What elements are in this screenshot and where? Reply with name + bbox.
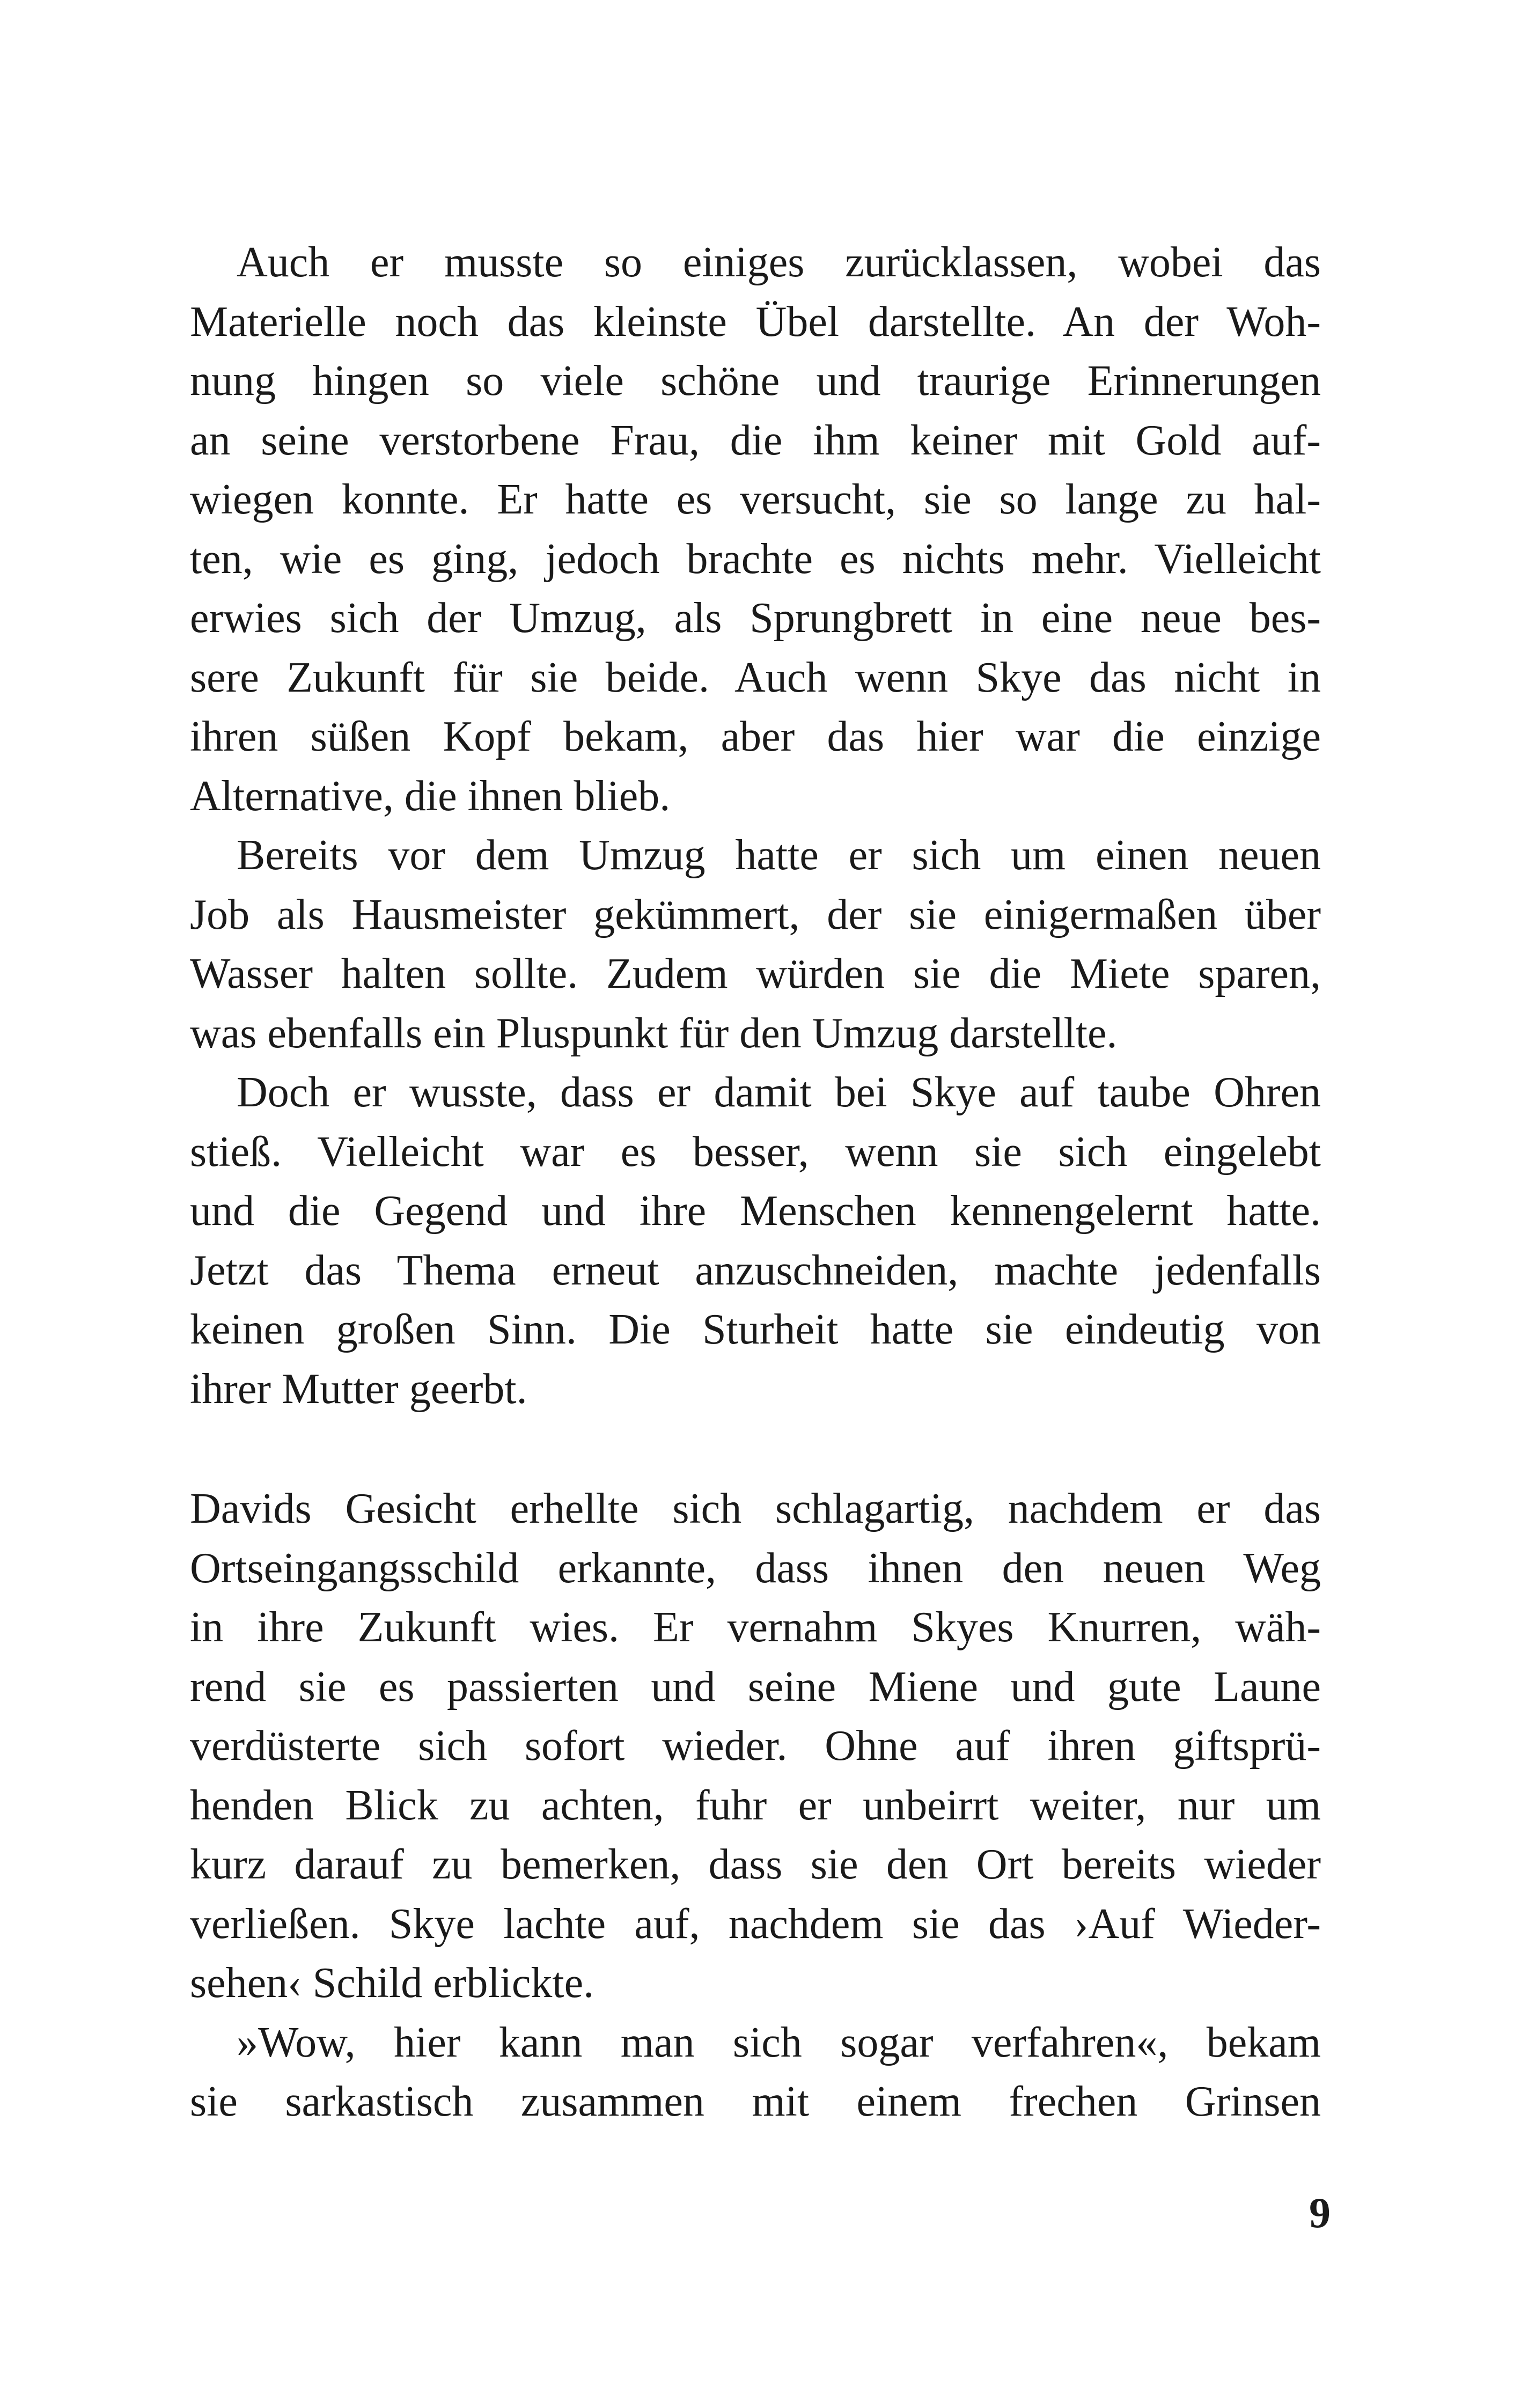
text-line: Doch er wusste, dass er damit bei Skye auf taube Ohren <box>237 1069 1321 1116</box>
text-line: henden Blick zu achten, fuhr er unbeirrt weiter, nur um <box>190 1781 1321 1829</box>
text-line: ten, wie es ging, jedoch brachte es nichts mehr. Vielleicht <box>190 535 1321 583</box>
text-line: Wasser halten sollte. Zudem würden sie die Miete sparen, <box>190 950 1321 997</box>
paragraph <box>190 1479 1321 2013</box>
text-line: Davids Gesicht erhellte sich schlagartig, nachdem er das <box>190 1485 1321 1532</box>
text-line: ihrer Mutter geerbt. <box>190 1365 527 1413</box>
text-line: rend sie es passierten und seine Miene und gute Laune <box>190 1663 1321 1710</box>
text-line: sie sarkastisch zusammen mit einem frechen Grinsen <box>190 2078 1321 2125</box>
text-line: erwies sich der Umzug, als Sprungbrett in eine neue bes- <box>190 594 1321 642</box>
text-line: was ebenfalls ein Pluspunkt für den Umzug darstellte. <box>190 1009 1118 1057</box>
text-line: »Wow, hier kann man sich sogar verfahren«, bekam <box>237 2018 1321 2066</box>
text-line: verließen. Skye lachte auf, nachdem sie das ›Auf Wieder- <box>190 1900 1321 1948</box>
text-line: Alternative, die ihnen blieb. <box>190 772 671 820</box>
text-line: in ihre Zukunft wies. Er vernahm Skyes Knurren, wäh- <box>190 1604 1321 1651</box>
text-line: Ortseingangsschild erkannte, dass ihnen den neuen Weg <box>190 1544 1321 1592</box>
text-line: wiegen konnte. Er hatte es versucht, sie so lange zu hal- <box>190 476 1321 523</box>
text-line: sehen‹ Schild erblickte. <box>190 1959 594 2007</box>
page-number: 9 <box>1309 2190 1331 2237</box>
text-line: Auch er musste so einiges zurücklassen, wobei das <box>237 239 1321 286</box>
text-line: Materielle noch das kleinste Übel darstellte. An der Woh- <box>190 298 1321 346</box>
section-2 <box>190 1479 1321 2132</box>
paragraph <box>190 826 1321 1063</box>
text-line: verdüsterte sich sofort wieder. Ohne auf ihren giftsprü- <box>190 1722 1321 1770</box>
paragraph <box>190 233 1321 826</box>
text-line: keinen großen Sinn. Die Sturheit hatte sie eindeutig von <box>190 1306 1321 1353</box>
text-line: und die Gegend und ihre Menschen kennengelernt hatte. <box>190 1187 1321 1235</box>
text-line: Jetzt das Thema erneut anzuschneiden, machte jedenfalls <box>190 1246 1321 1294</box>
text-line: an seine verstorbene Frau, die ihm keiner mit Gold auf- <box>190 416 1321 464</box>
text-line: Job als Hausmeister gekümmert, der sie einigermaßen über <box>190 891 1321 938</box>
paragraph <box>190 1063 1321 1419</box>
text-line: kurz darauf zu bemerken, dass sie den Ort bereits wieder <box>190 1841 1321 1888</box>
paragraph <box>190 2013 1321 2132</box>
text-line: sere Zukunft für sie beide. Auch wenn Skye das nicht in <box>190 654 1321 701</box>
text-line: Bereits vor dem Umzug hatte er sich um einen neuen <box>237 832 1321 879</box>
text-line: nung hingen so viele schöne und traurige Erinnerungen <box>190 357 1321 405</box>
text-line: stieß. Vielleicht war es besser, wenn sie sich eingelebt <box>190 1128 1321 1176</box>
section-1 <box>190 233 1321 1419</box>
text-line: ihren süßen Kopf bekam, aber das hier war die einzige <box>190 713 1321 760</box>
